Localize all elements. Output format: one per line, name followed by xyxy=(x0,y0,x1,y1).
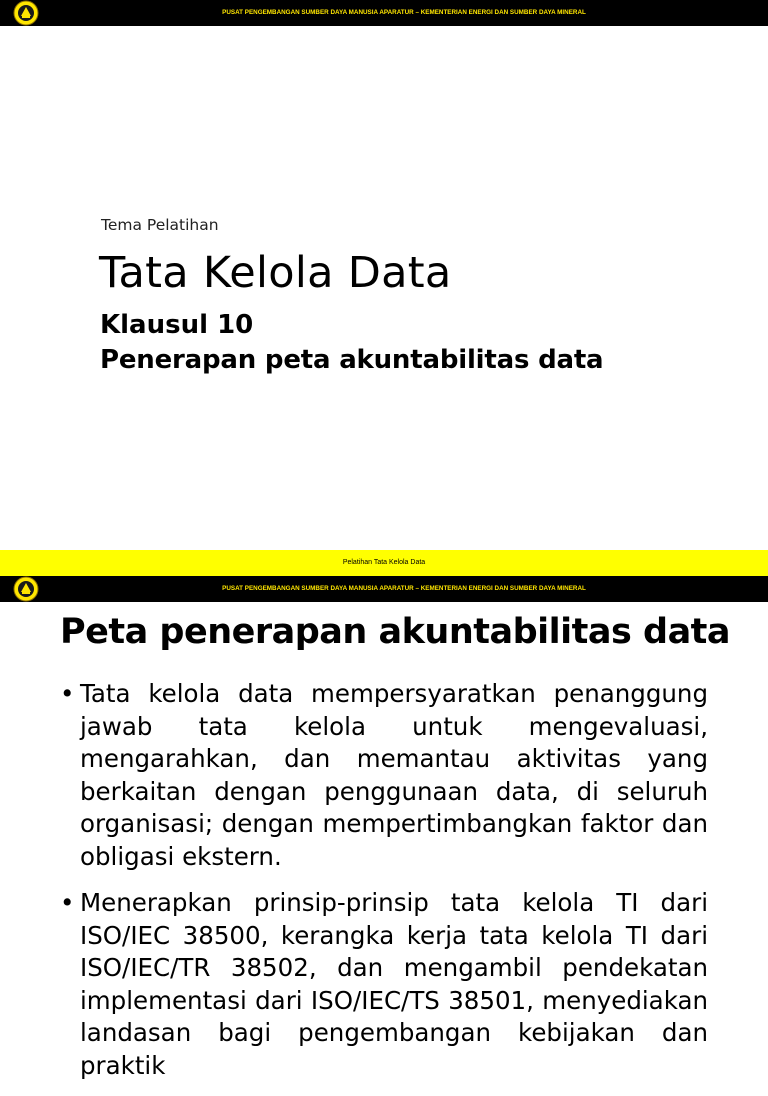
esdm-emblem-icon xyxy=(11,576,41,602)
bullet-item xyxy=(60,887,708,1082)
content-slide xyxy=(0,576,768,1080)
bullet-list xyxy=(60,678,708,1096)
bullet-icon: • xyxy=(60,679,75,708)
header-bar xyxy=(0,0,768,26)
slide-title: Peta penerapan akuntabilitas data xyxy=(60,612,731,652)
bullet-icon: • xyxy=(60,888,75,917)
header-bar xyxy=(0,576,768,602)
bullet-item xyxy=(60,678,708,873)
footer-text: Pelatihan Tata Kelola Data xyxy=(342,559,426,566)
tema-label: Tema Pelatihan xyxy=(101,216,219,234)
footer-bar xyxy=(0,550,768,576)
clause-label: Klausul 10 xyxy=(100,310,254,340)
slide-subtitle: Penerapan peta akuntabilitas data xyxy=(100,345,604,375)
header-text: PUSAT PENGEMBANGAN SUMBER DAYA MANUSIA APARATUR – KEMENTERIAN ENERGI DAN SUMBER DAYA MINERAL xyxy=(222,9,586,16)
header-text: PUSAT PENGEMBANGAN SUMBER DAYA MANUSIA APARATUR – KEMENTERIAN ENERGI DAN SUMBER DAYA MINERAL xyxy=(222,585,586,592)
bullet-text: Tata kelola data mempersyaratkan penanggung jawab tata kelola untuk mengevaluasi, mengarahkan, dan memantau aktivitas yang berkaitan dengan penggunaan data, di seluruh organisasi; dengan mempertimbangkan faktor dan obligasi ekstern. xyxy=(80,679,708,871)
esdm-emblem-icon xyxy=(11,0,41,26)
page-title: Tata Kelola Data xyxy=(99,248,452,298)
bullet-text: Menerapkan prinsip-prinsip tata kelola TI dari ISO/IEC 38500, kerangka kerja tata kelola TI dari ISO/IEC/TR 38502, dan mengambil pendekatan implementasi dari ISO/IEC/TS 38501, menyediakan landasan bagi pengembangan kebijakan dan praktik xyxy=(80,888,708,1080)
